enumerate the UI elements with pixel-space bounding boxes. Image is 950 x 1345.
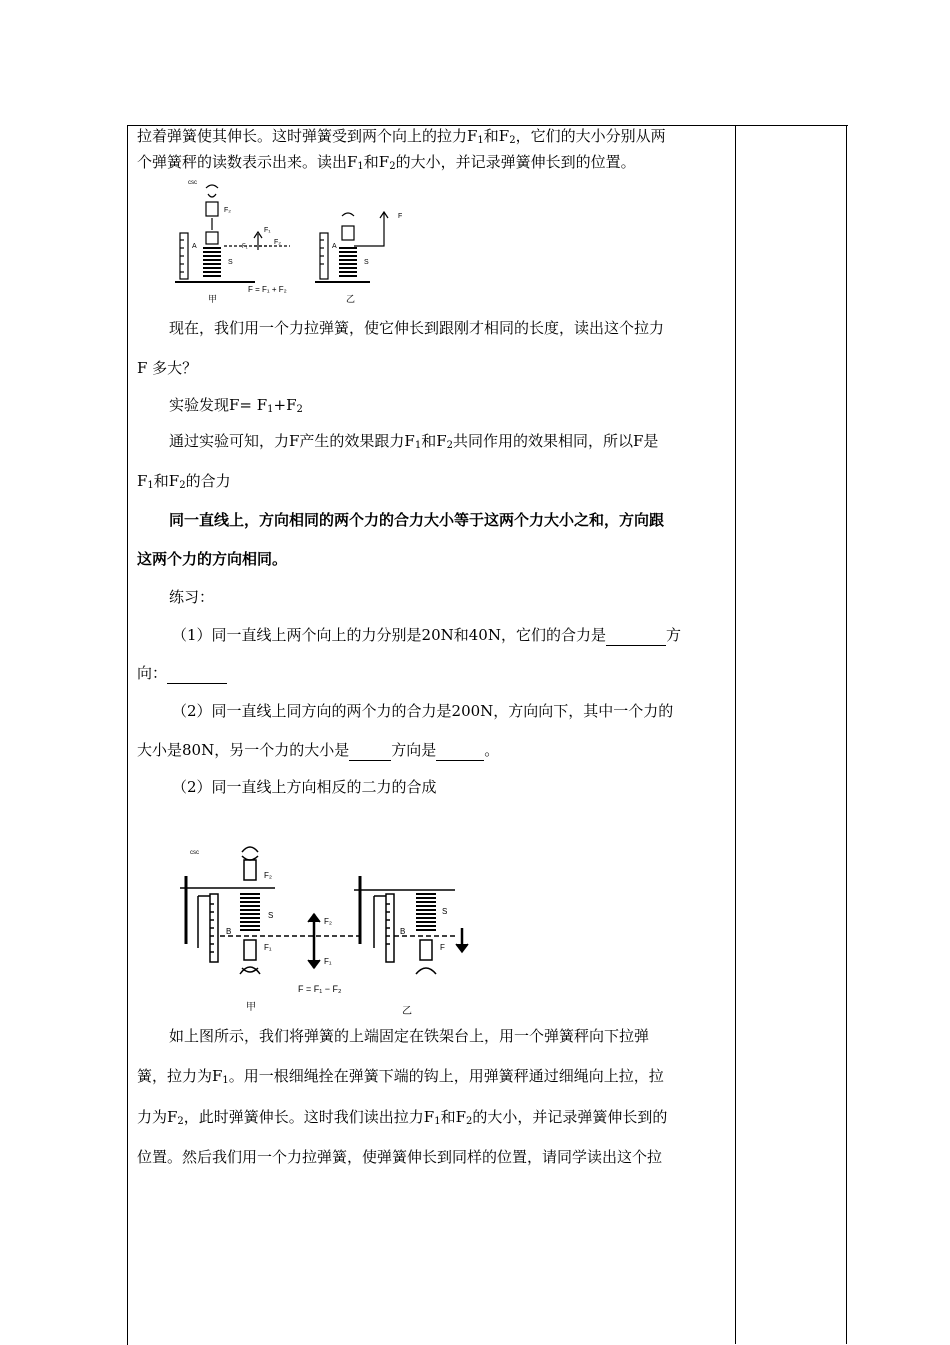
fig2-label-csc: csc xyxy=(190,850,199,856)
fig1-label-a: A xyxy=(192,243,197,250)
fig2-caption-jia: 甲 xyxy=(246,1002,256,1013)
column-divider xyxy=(735,125,736,1344)
fig2-caption-yi: 乙 xyxy=(402,1006,412,1017)
right-border xyxy=(846,125,847,1344)
fig2-label-b: B xyxy=(226,927,232,936)
section-heading: （2）同一直线上方向相反的二力的合成 xyxy=(172,778,437,796)
rule-statement-line: 这两个力的方向相同。 xyxy=(137,550,288,568)
exercise-1-line: 向： xyxy=(137,664,727,684)
figure-same-direction xyxy=(170,178,420,306)
fig1-label-f2: F₂ xyxy=(224,207,231,214)
fig1-caption-jia: 甲 xyxy=(208,294,218,304)
paragraph-line: 通过实验可知，力F产生的效果跟力$F_1$和$F_2$共同作用的效果相同，所以F是 xyxy=(169,432,659,451)
fig1-label-f2b: F₂ xyxy=(274,239,281,246)
fig1-label-s2: S xyxy=(364,259,369,266)
exercise-2-line: （2）同一直线上同方向的两个力的合力是200N，方向向下，其中一个力的 xyxy=(172,702,674,720)
fig2-label-s: S xyxy=(268,911,274,920)
fig1-label-f1: F₁ xyxy=(264,227,271,234)
paragraph-line: F 多大？ xyxy=(137,359,198,377)
figure-opposite-direction xyxy=(180,838,480,1018)
fig1-label-s: S xyxy=(228,259,233,266)
exercise-heading: 练习： xyxy=(169,588,215,606)
fig2-label-f: F xyxy=(440,943,445,952)
paragraph-line: 力为$F_2$，此时弹簧伸长。这时我们读出拉力$F_1$和$F_2$的大小，并记录弹簧伸长到的 xyxy=(137,1108,668,1127)
fig2-label-f1b: F₁ xyxy=(324,957,332,966)
rule-statement-line: 同一直线上，方向相同的两个力的合力大小等于这两个力大小之和，方向跟 xyxy=(169,511,665,529)
fig1-label-f1b: F₁ xyxy=(242,244,248,250)
fig2-formula: F = F₁ − F₂ xyxy=(298,984,342,994)
paragraph-line: 个弹簧秤的读数表示出来。读出$F_1$和$F_2$的大小，并记录弹簧伸长到的位置。 xyxy=(137,153,636,172)
paragraph-line: 拉着弹簧使其伸长。这时弹簧受到两个向上的拉力$F_1$和$F_2$，它们的大小分别从两 xyxy=(137,127,666,146)
fig1-label-a2: A xyxy=(332,243,337,250)
fig2-label-b2: B xyxy=(400,927,406,936)
paragraph-line: 位置。然后我们用一个力拉弹簧，使弹簧伸长到同样的位置，请同学读出这个拉 xyxy=(137,1148,663,1166)
fig2-label-f2: F₂ xyxy=(264,871,272,880)
fig1-caption-yi: 乙 xyxy=(346,294,356,304)
paragraph-line: 如上图所示，我们将弹簧的上端固定在铁架台上，用一个弹簧秤向下拉弹 xyxy=(169,1027,650,1045)
paragraph-line: 实验发现$F= F_1+F_2$ xyxy=(169,396,303,415)
exercise-2-line: 大小是80N，另一个力的大小是 方向是 。 xyxy=(137,741,500,759)
fig1-label-f: F xyxy=(398,213,403,220)
exercise-1-line: （1）同一直线上两个向上的力分别是20N和40N，它们的合力是 方 xyxy=(172,626,681,644)
right-cell-top-border xyxy=(735,125,847,126)
fig1-label-csc: csc xyxy=(188,180,197,186)
fig2-label-f1: F₁ xyxy=(264,943,272,952)
fig2-label-s2: S xyxy=(442,907,448,916)
paragraph-line: 簧，拉力为$F_1$。用一根细绳拴在弹簧下端的钩上，用弹簧秤通过细绳向上拉，拉 xyxy=(137,1067,664,1086)
fig1-formula: F = F₁ + F₂ xyxy=(248,285,287,294)
paragraph-line: 现在，我们用一个力拉弹簧，使它伸长到跟刚才相同的长度，读出这个拉力 xyxy=(169,319,665,337)
fig2-label-f2b: F₂ xyxy=(324,917,332,926)
paragraph-line: $F_1$和$F_2$的合力 xyxy=(137,472,231,491)
